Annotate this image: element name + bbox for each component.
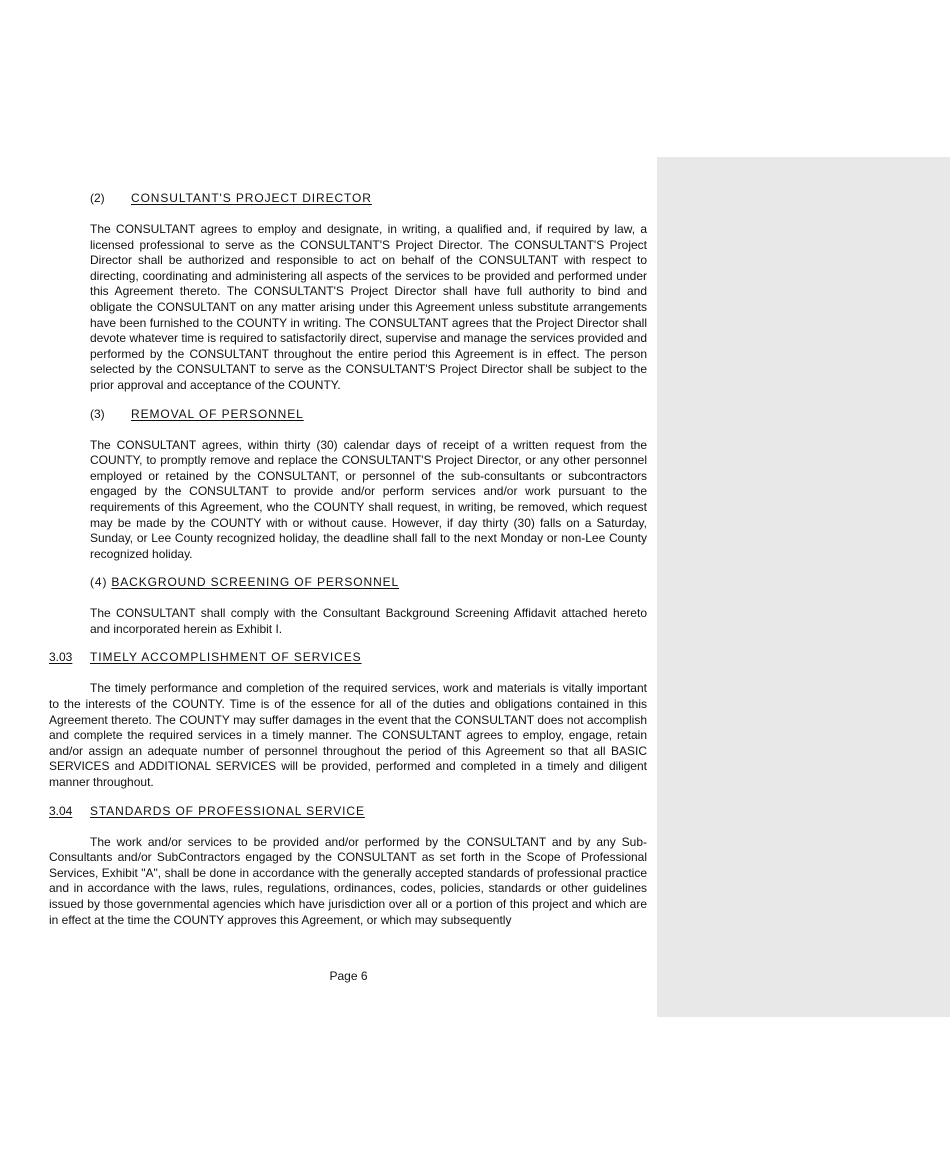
section-3-04-paragraph: The work and/or services to be provided and/or performed by the CONSULTANT and by any Sub-Consultants and/or SubContractors engaged by the CONSULTANT as set forth in the Scope of Professional Services, Exhibit "A", shall be done in accordance with the generally accepted standards of professional practice and in accordance with the laws, rules, regulations, ordinances, codes, policies, standards or other guidelines issued by those governmental agencies which have jurisdiction over all or a portion of this project and which are in effect at the time the COUNTY approves this Agreement, or which may subsequently: [49, 834, 647, 927]
section-3-04-heading: [49, 804, 647, 822]
section-2-heading: [90, 191, 647, 209]
section-4: [90, 575, 647, 637]
section-3: [90, 407, 647, 563]
section-3-paragraph: The CONSULTANT agrees, within thirty (30) calendar days of receipt of a written request from the COUNTY, to promptly remove and replace the CONSULTANT'S Project Director, or any other personnel employed or retained by the CONSULTANT, or personnel of the sub-consultants or subcontractors engaged by the CONSULTANT to provide and/or perform services and/or work pursuant to the requirements of this Agreement, who the COUNTY shall request, in writing, be removed, which request may be made by the COUNTY with or without cause. However, if day thirty (30) falls on a Saturday, Sunday, or Lee County recognized holiday, the deadline shall fall to the next Monday or non-Lee County recognized holiday.: [90, 437, 647, 561]
document-body: [49, 191, 647, 928]
section-3-04: [49, 804, 647, 929]
section-3-03-paragraph: The timely performance and completion of the required services, work and materials is vitally important to the interests of the COUNTY. Time is of the essence for all of the duties and obligations contained in this Agreement thereto. The COUNTY may suffer damages in the event that the CONSULTANT does not accomplish and complete the required services in a timely manner. The CONSULTANT agrees to employ, engage, retain and/or assign an adequate number of personnel throughout the period of this Agreement so that all BASIC SERVICES and ADDITIONAL SERVICES will be provided, performed and completed in a timely and diligent manner throughout.: [49, 681, 647, 790]
section-3-03-number: 3.03: [49, 650, 73, 665]
section-2-title: CONSULTANT'S PROJECT DIRECTOR: [131, 191, 372, 205]
section-3-title: REMOVAL OF PERSONNEL: [131, 406, 304, 421]
section-4-heading: [90, 575, 647, 593]
section-4-number: (4): [90, 575, 108, 590]
section-2-number: (2): [90, 191, 105, 205]
section-4-title: BACKGROUND SCREENING OF PERSONNEL: [111, 575, 400, 590]
section-3-03-title: TIMELY ACCOMPLISHMENT OF SERVICES: [90, 650, 362, 665]
comment-pane: [657, 157, 950, 1017]
section-3-03: [49, 650, 647, 790]
section-3-04-number: 3.04: [49, 803, 73, 818]
page-number: Page 6: [329, 969, 368, 983]
section-2: [90, 191, 647, 394]
section-3-heading: [90, 407, 647, 425]
section-2-paragraph: The CONSULTANT agrees to employ and designate, in writing, a qualified and, if required by law, a licensed professional to serve as the CONSULTANT'S Project Director. The CONSULTANT'S Project Director shall be authorized and responsible to act on behalf of the CONSULTANT with respect to directing, coordinating and administering all aspects of the services to be provided and performed under this Agreement thereto. The CONSULTANT'S Project Director shall have full authority to bind and obligate the CONSULTANT on any matter arising under this Agreement unless substitute arrangements have been furnished to the COUNTY in writing. The CONSULTANT agrees that the Project Director shall devote whatever time is required to satisfactorily direct, supervise and manage the services provided and performed by the CONSULTANT throughout the entire period this Agreement is in effect. The person selected by the CONSULTANT to serve as the CONSULTANT'S Project Director shall be subject to the prior approval and acceptance of the COUNTY.: [90, 222, 647, 392]
section-4-paragraph: The CONSULTANT shall comply with the Consultant Background Screening Affidavit attached hereto and incorporated herein as Exhibit I.: [90, 606, 647, 636]
section-3-04-title: STANDARDS OF PROFESSIONAL SERVICE: [90, 803, 365, 818]
page-footer: [0, 969, 697, 983]
section-3-number: (3): [90, 406, 105, 421]
section-3-03-heading: [49, 650, 647, 668]
